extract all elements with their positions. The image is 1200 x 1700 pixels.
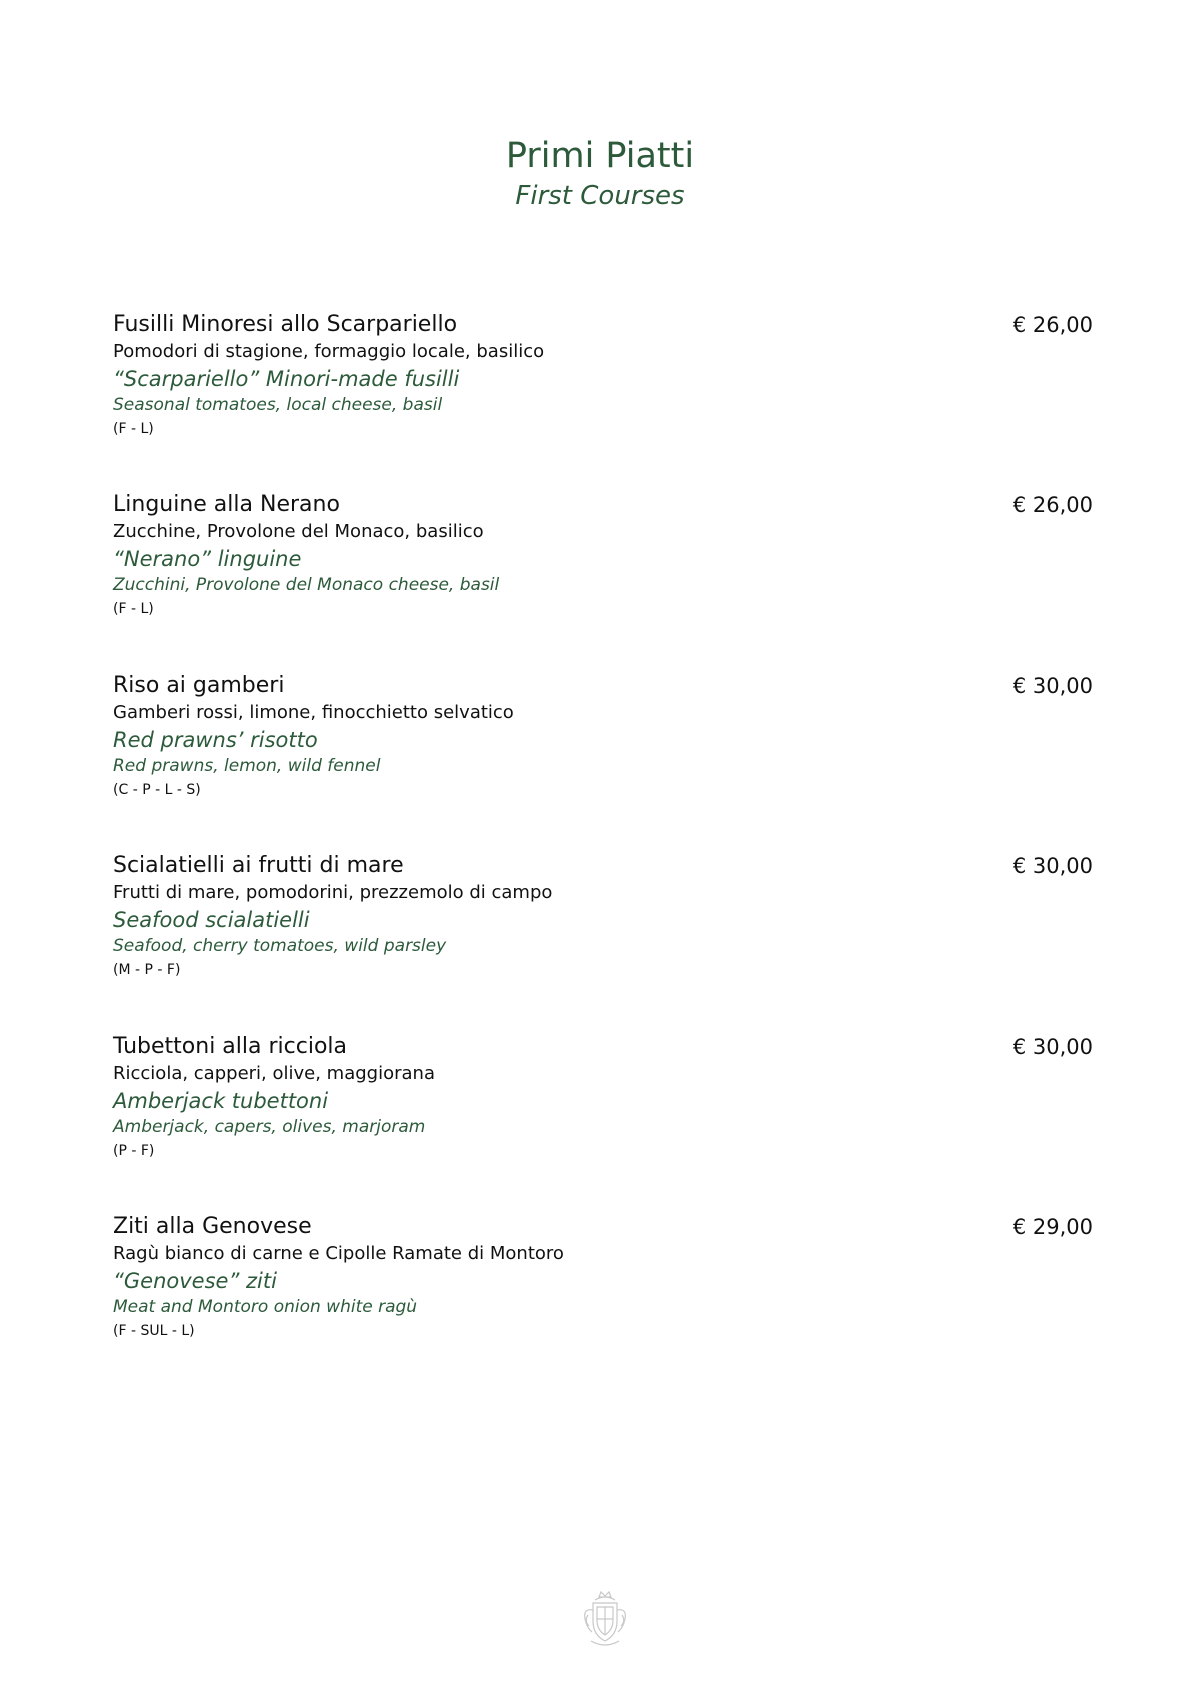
dish-price: € 26,00 bbox=[1012, 313, 1093, 337]
dish-english-description: Seafood, cherry tomatoes, wild parsley bbox=[113, 936, 447, 956]
dish-price: € 26,00 bbox=[1012, 493, 1093, 517]
dish-item bbox=[113, 671, 1093, 803]
dish-name: Ziti alla Genovese bbox=[113, 1214, 312, 1239]
dish-price: € 30,00 bbox=[1012, 1035, 1093, 1059]
dish-allergens: (F - SUL - L) bbox=[113, 1323, 195, 1339]
crest-icon bbox=[580, 1588, 630, 1650]
dish-english-name: “Nerano” linguine bbox=[113, 547, 302, 571]
dish-description: Frutti di mare, pomodorini, prezzemolo di campo bbox=[113, 882, 553, 903]
dish-english-name: Amberjack tubettoni bbox=[113, 1089, 329, 1113]
dish-allergens: (M - P - F) bbox=[113, 962, 181, 978]
dish-name: Scialatielli ai frutti di mare bbox=[113, 853, 404, 878]
dish-english-description: Zucchini, Provolone del Monaco cheese, basil bbox=[113, 575, 500, 595]
dish-name: Fusilli Minoresi allo Scarpariello bbox=[113, 312, 458, 337]
dish-description: Pomodori di stagione, formaggio locale, basilico bbox=[113, 341, 545, 362]
page-title: Primi Piatti bbox=[505, 136, 695, 176]
dish-english-name: “Scarpariello” Minori-made fusilli bbox=[113, 367, 460, 391]
dish-item bbox=[113, 310, 1093, 442]
dish-description: Ricciola, capperi, olive, maggiorana bbox=[113, 1063, 435, 1084]
dish-english-description: Amberjack, capers, olives, marjoram bbox=[113, 1117, 426, 1137]
dish-name: Tubettoni alla ricciola bbox=[113, 1034, 347, 1059]
dish-english-name: “Genovese” ziti bbox=[113, 1269, 277, 1293]
dish-price: € 29,00 bbox=[1012, 1215, 1093, 1239]
dish-item bbox=[113, 490, 1093, 622]
dish-english-description: Red prawns, lemon, wild fennel bbox=[113, 756, 381, 776]
menu-header bbox=[0, 138, 1200, 211]
dish-price: € 30,00 bbox=[1012, 674, 1093, 698]
dish-english-name: Seafood scialatielli bbox=[113, 908, 310, 932]
dish-allergens: (C - P - L - S) bbox=[113, 782, 201, 798]
dish-allergens: (F - L) bbox=[113, 601, 154, 617]
dish-description: Zucchine, Provolone del Monaco, basilico bbox=[113, 521, 484, 542]
dish-allergens: (P - F) bbox=[113, 1143, 155, 1159]
dish-item bbox=[113, 1032, 1093, 1164]
dish-english-description: Seasonal tomatoes, local cheese, basil bbox=[113, 395, 443, 415]
dish-item bbox=[113, 1212, 1093, 1344]
dish-name: Linguine alla Nerano bbox=[113, 492, 340, 517]
dish-english-name: Red prawns’ risotto bbox=[113, 728, 318, 752]
dish-price: € 30,00 bbox=[1012, 854, 1093, 878]
dish-allergens: (F - L) bbox=[113, 421, 154, 437]
dish-english-description: Meat and Montoro onion white ragù bbox=[113, 1297, 418, 1317]
dish-description: Gamberi rossi, limone, finocchietto selvatico bbox=[113, 702, 514, 723]
dish-item bbox=[113, 851, 1093, 983]
dish-description: Ragù bianco di carne e Cipolle Ramate di Montoro bbox=[113, 1243, 564, 1264]
dish-name: Riso ai gamberi bbox=[113, 673, 285, 698]
page-subtitle: First Courses bbox=[515, 180, 685, 211]
